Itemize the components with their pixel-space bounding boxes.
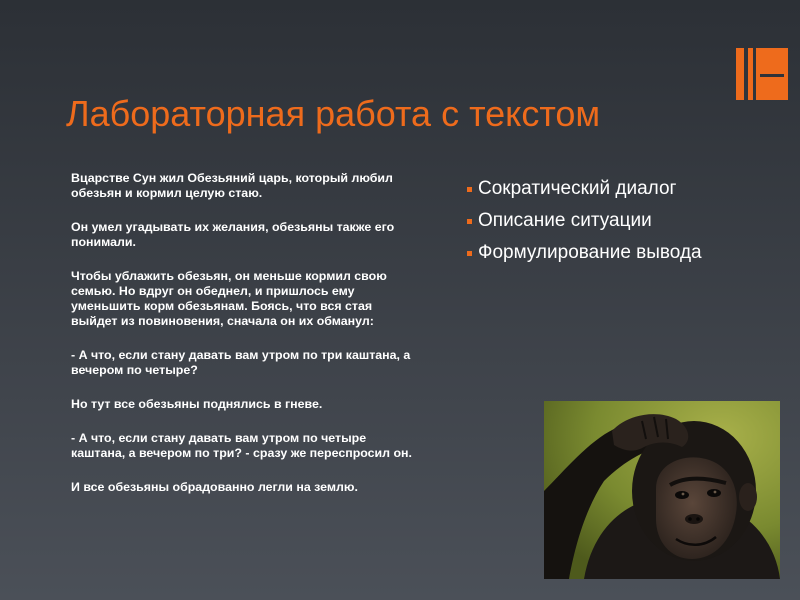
bullet-list [467,178,702,274]
story-paragraph: Вцарстве Сун жил Обезьяний царь, который любил обезьян и кормил целую стаю. [71,171,393,200]
bullet-label: Описание ситуации [478,210,652,231]
story-paragraph: - А что, если стану давать вам утром по четыре каштана, а вечером по три? - сразу же переспросил он. [71,431,412,460]
story-paragraph: Но тут все обезьяны поднялись в гневе. [71,397,323,411]
bullet-item [467,178,702,200]
bullet-square-icon [467,219,472,224]
orange-bars-logo-icon [736,48,788,100]
bullet-label: Сократический диалог [478,178,677,199]
story-paragraph: И все обезьяны обрадованно легли на землю. [71,480,358,494]
bullet-square-icon [467,251,472,256]
story-paragraph: Он умел угадывать их желания, обезьяны также его понимали. [71,220,395,249]
bullet-item [467,242,702,264]
story-paragraph: - А что, если стану давать вам утром по три каштана, а вечером по четыре? [71,348,411,377]
bullet-item [467,210,702,232]
slide-title: Лабораторная работа с текстом [66,93,601,134]
story-paragraph: Чтобы ублажить обезьян, он меньше кормил свою семью. Но вдруг он обеднел, и пришлось ему уменьшить корм обезьянам. Боясь, что вся стая выйдет из повиновения, сначала он их обманул: [71,269,387,328]
bullet-square-icon [467,187,472,192]
bullet-label: Формулирование вывода [478,242,702,263]
chimpanzee-photo [544,401,780,579]
story-text [71,171,416,514]
